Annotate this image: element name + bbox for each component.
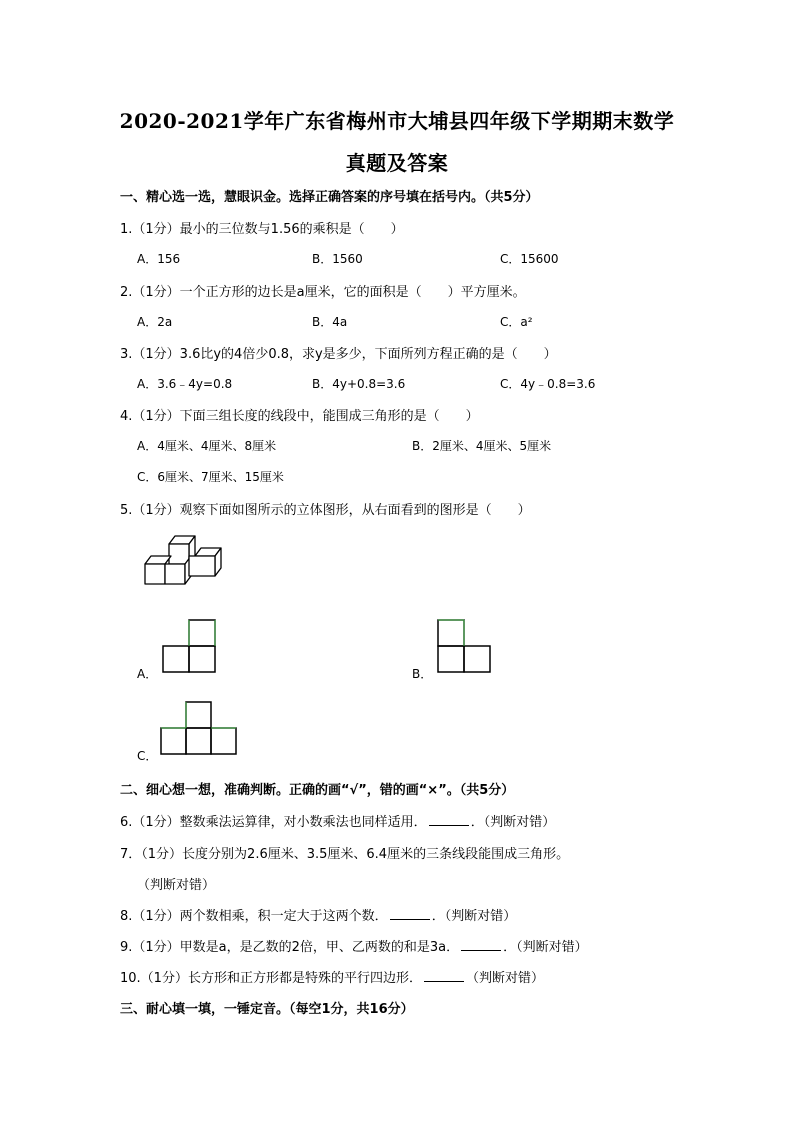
section-2-heading: 二、细心想一想，准确判断。正确的画“√”，错的画“×”。（共5分） xyxy=(120,783,515,798)
q3-option-c: C．4y﹣0.8=3.6 xyxy=(500,377,596,391)
question-4: 4.（1分）下面三组长度的线段中，能围成三角形的是（ ） xyxy=(120,409,479,424)
q4-option-a: A．4厘米、4厘米、8厘米 xyxy=(137,439,277,453)
title-line-2: 真题及答案 xyxy=(345,151,449,175)
question-7: 7．（1分）长度分别为2.6厘米、3.5厘米、6.4厘米的三条线段能围成三角形。 xyxy=(120,847,570,862)
question-10-suffix: （判断对错） xyxy=(465,971,544,986)
cube-stack-figure xyxy=(143,530,223,590)
q5-option-c-figure xyxy=(160,701,240,755)
q5-option-a-figure xyxy=(162,619,218,673)
q2-option-c: C．a² xyxy=(500,315,533,329)
section-3-heading: 三、耐心填一填，一锤定音。（每空1分，共16分） xyxy=(120,1002,414,1017)
question-8-suffix: ．（判断对错） xyxy=(431,909,517,924)
question-9 xyxy=(120,936,588,955)
q3-option-a: A．3.6﹣4y=0.8 xyxy=(137,377,233,391)
question-9-text: 9.（1分）甲数是a，是乙数的2倍，甲、乙两数的和是3a． xyxy=(120,940,460,955)
question-2: 2.（1分）一个正方形的边长是a厘米，它的面积是（ ）平方厘米。 xyxy=(120,285,526,300)
q1-option-b: B．1560 xyxy=(312,252,363,266)
question-6-suffix: ．（判断对错） xyxy=(470,815,556,830)
answer-blank xyxy=(424,969,464,982)
q4-option-c: C．6厘米、7厘米、15厘米 xyxy=(137,470,284,484)
question-6-text: 6.（1分）整数乘法运算律，对小数乘法也同样适用． xyxy=(120,815,427,830)
question-9-suffix: ．（判断对错） xyxy=(503,940,588,955)
q3-option-b: B．4y+0.8=3.6 xyxy=(312,377,406,391)
question-5: 5.（1分）观察下面如图所示的立体图形，从右面看到的图形是（ ） xyxy=(120,503,531,518)
title-line-1: 2020-2021学年广东省梅州市大埔县四年级下学期期末数学 xyxy=(119,109,675,133)
q2-option-b: B．4a xyxy=(312,315,348,329)
q5-option-b-label: B． xyxy=(412,667,433,681)
answer-blank xyxy=(461,938,501,951)
answer-blank xyxy=(429,813,469,826)
section-1-heading: 一、精心选一选，慧眼识金。选择正确答案的序号填在括号内。（共5分） xyxy=(120,190,539,205)
question-8-text: 8.（1分）两个数相乘，积一定大于这两个数． xyxy=(120,909,388,924)
answer-blank xyxy=(390,907,430,920)
question-8 xyxy=(120,905,516,924)
q4-option-b: B．2厘米、4厘米、5厘米 xyxy=(412,439,552,453)
q5-option-a-label: A． xyxy=(137,667,158,681)
q1-option-a: A．156 xyxy=(137,252,181,266)
question-7-suffix: （判断对错） xyxy=(137,878,216,893)
question-10 xyxy=(120,967,544,986)
question-6 xyxy=(120,811,555,830)
q1-option-c: C．15600 xyxy=(500,252,559,266)
question-1: 1.（1分）最小的三位数与1.56的乘积是（ ） xyxy=(120,222,404,237)
question-3: 3.（1分）3.6比y的4倍少0.8，求y是多少，下面所列方程正确的是（ ） xyxy=(120,347,557,362)
q2-option-a: A．2a xyxy=(137,315,173,329)
q5-option-b-figure xyxy=(437,619,493,673)
q5-option-c-label: C． xyxy=(137,749,158,763)
question-10-text: 10.（1分）长方形和正方形都是特殊的平行四边形． xyxy=(120,971,422,986)
